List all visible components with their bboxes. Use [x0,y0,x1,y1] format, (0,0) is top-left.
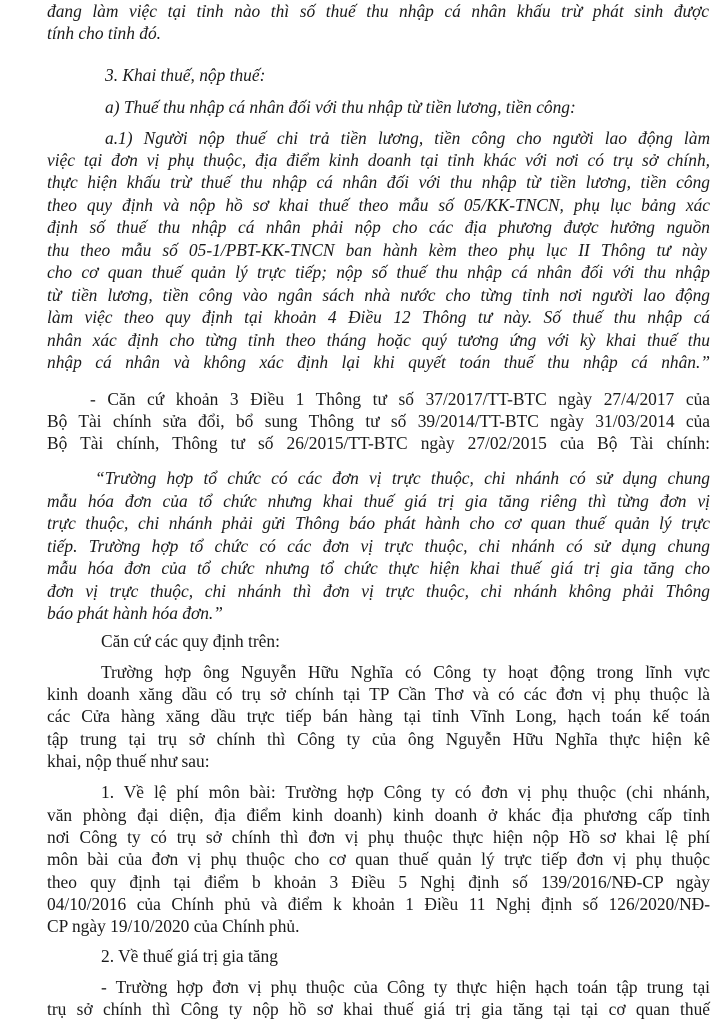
text-line: a.1) Người nộp thuế chi trả tiền lương, tiền công cho người lao động làm [105,128,710,148]
text-line: môn bài của đơn vị phụ thuộc cho cơ quan thuế quản lý trực tiếp đơn vị phụ thuộc [47,849,710,869]
text-line: văn phòng đại diện, địa điểm kinh doanh) kinh doanh ở khác địa phương cấp tỉnh [47,805,710,825]
item-heading: a) Thuế thu nhập cá nhân đối với thu nhập từ tiền lương, tiền công: [105,97,576,117]
text-line: 1. Về lệ phí môn bài: Trường hợp Công ty có đơn vị phụ thuộc (chi nhánh, [101,782,710,802]
text-line: theo quy định và nộp hồ sơ khai thuế theo mẫu số 05/KK-TNCN, phụ lục bảng xác [47,195,710,215]
text-line: Bộ Tài chính sửa đổi, bổ sung Thông tư số 39/2014/TT-BTC ngày 31/03/2014 của [47,411,710,431]
text-line: - Trường hợp đơn vị phụ thuộc của Công ty thực hiện hạch toán tập trung tại [101,977,710,997]
text-line: mẫu hóa đơn của tổ chức nhưng tổ chức thực hiện khai thuế giá trị gia tăng cho [47,558,710,578]
text-line: theo quy định tại điểm b khoản 3 Điều 5 Nghị định số 139/2016/NĐ-CP ngày [47,872,710,892]
text-line: trụ sở chính thì Công ty nộp hồ sơ khai thuế giá trị gia tăng tại tại cơ quan thuế [47,999,710,1019]
text-line: nhân xác định cho từng tỉnh theo tháng hoặc quý tương ứng với kỳ khai thuế thu [47,330,710,350]
text-line: từ tiền lương, tiền công vào ngân sách nhà nước cho từng tỉnh nơi người lao động [47,285,710,305]
text-line: báo phát hành hóa đơn.” [47,603,223,623]
text-line: kinh doanh xăng dầu có trụ sở chính tại TP Cần Thơ và có các đơn vị phụ thuộc là [47,684,710,704]
text-line: thu theo mẫu số 05-1/PBT-KK-TNCN ban hành kèm theo phụ lục II Thông tư này [47,240,707,260]
text-line: - Căn cứ khoản 3 Điều 1 Thông tư số 37/2017/TT-BTC ngày 27/4/2017 của [90,389,710,409]
text-line: làm việc theo quy định tại khoản 4 Điều 12 Thông tư này. Số thuế thu nhập cá [47,307,710,327]
text-line: trực thuộc, chi nhánh phải gửi Thông báo phát hành cho cơ quan thuế quản lý trực [47,513,710,533]
text-line: đơn vị trực thuộc, chi nhánh thì đơn vị trực thuộc, chi nhánh không phải Thông [47,581,710,601]
text-line: Bộ Tài chính, Thông tư số 26/2015/TT-BTC ngày 27/02/2015 của Bộ Tài chính: [47,433,710,453]
text-line: Trường hợp ông Nguyễn Hữu Nghĩa có Công ty hoạt động trong lĩnh vực [101,662,710,682]
text-line: tính cho tỉnh đó. [47,23,161,43]
text-line: định số thuế thu nhập cá nhân phải nộp cho các địa phương được hưởng nguồn [47,217,710,237]
text-line: nơi Công ty có trụ sở chính thì đơn vị phụ thuộc thực hiện nộp Hồ sơ khai lệ phí [47,827,710,847]
text-line: CP ngày 19/10/2020 của Chính phủ. [47,916,300,936]
text-line: tiếp. Trường hợp tổ chức có các đơn vị trực thuộc, chi nhánh có sử dụng chung [47,536,710,556]
text-line: các Cửa hàng xăng dầu trực tiếp bán hàng tại tỉnh Vĩnh Long, hạch toán kế toán [47,706,710,726]
text-line: 04/10/2016 của Chính phủ và điểm k khoản 1 Điều 11 Nghị định số 126/2020/NĐ- [47,894,710,914]
text-line: nhập cá nhân và không xác định lại khi quyết toán thuế thu nhập cá nhân.” [47,352,710,372]
text-line: mẫu hóa đơn của tổ chức nhưng khai thuế giá trị gia tăng riêng thì từng đơn vị [47,491,710,511]
text-line: Căn cứ các quy định trên: [101,631,280,651]
text-line: thực hiện khấu trừ thuế thu nhập cá nhân đối với thu nhập từ tiền lương, tiền công [47,172,710,192]
text-line: tập trung tại trụ sở chính thì Công ty của ông Nguyễn Hữu Nghĩa thực hiện kê [47,729,710,749]
text-line: khai, nộp thuế như sau: [47,751,210,771]
text-line: cho cơ quan thuế quản lý trực tiếp; nộp số thuế thu nhập cá nhân đối với thu nhập [47,262,710,282]
section-heading: 2. Về thuế giá trị gia tăng [101,946,278,966]
text-line: đang làm việc tại tỉnh nào thì số thuế thu nhập cá nhân khấu trừ phát sinh được [47,1,709,21]
text-line: việc tại đơn vị phụ thuộc, địa điểm kinh doanh tại tỉnh khác với nơi có trụ sở chính, [47,150,710,170]
text-line: “Trường hợp tổ chức có các đơn vị trực thuộc, chi nhánh có sử dụng chung [95,468,710,488]
section-heading: 3. Khai thuế, nộp thuế: [105,65,266,85]
